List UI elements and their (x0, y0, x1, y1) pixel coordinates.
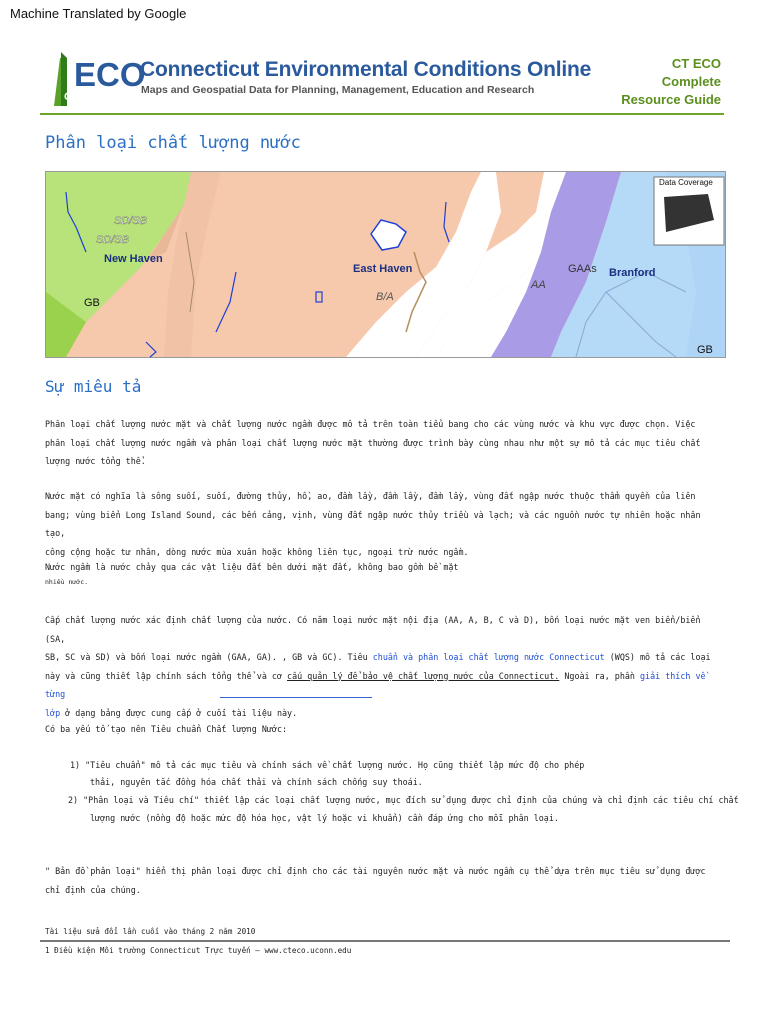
paragraph-3-line-1: Nước ngầm là nước chảy qua các vật liệu đất bên dưới mặt đất, không bao gồm bề mặt (45, 562, 459, 572)
paragraph-6-line-1: " Bản đồ phân loại" hiển thị phân loại được chỉ định cho các tài nguyên nước mặt và nước ngầm cụ thể dựa trên mục tiêu sử dụng được (45, 866, 706, 876)
paragraph-3-line-2: nhiều nước. (45, 577, 89, 586)
map-label-gb-left: GB (84, 297, 100, 309)
machine-translated-note: Machine Translated by Google (10, 6, 187, 21)
logo-eco-text: ECO (74, 56, 146, 93)
map-label-ba: B/A (376, 291, 394, 303)
paragraph-3 (45, 558, 717, 587)
p4-l2-text-b: (WQS) mô tả các loại (604, 652, 711, 662)
class-explanation-link[interactable]: giải thích về từng (45, 670, 706, 699)
section-title: Sự miêu tả (45, 377, 142, 396)
paragraph-1-line-3: lượng nước tổng thể. (45, 456, 146, 466)
p4-l3-underlined: cấu quản lý để bảo vệ chất lượng nước của Connecticut. (287, 670, 560, 681)
map-label-east-haven: East Haven (353, 263, 413, 275)
site-title: Connecticut Environmental Conditions Online (140, 58, 592, 81)
paragraph-4-line-1: Cấp chất lượng nước xác định chất lượng của nước. Có năm loại nước mặt nội địa (AA, A, B, C và D), bốn loại nước mặt ven biển/biển (SA, (45, 615, 701, 644)
site-subtitle: Maps and Geospatial Data for Planning, Management, Education and Research (141, 84, 535, 96)
ct-eco-logo (52, 48, 146, 108)
guide-line-1: CT ECO (671, 56, 721, 71)
map-label-new-haven: New Haven (104, 253, 163, 265)
list-item-2-line-1: 2) "Phân loại và Tiêu chí" thiết lập các loại chất lượng nước, mục đích sử dụng được chỉ định của chúng và chỉ định các tiêu chí chất (68, 795, 739, 805)
paragraph-2-line-2: bang; vùng biển Long Island Sound, các bến cảng, vịnh, vùng đất ngập nước thủy triều và lạch; và các nguồn nước tự nhiên hoặc nhân tạo, (45, 509, 701, 538)
paragraph-2-line-1: Nước mặt có nghĩa là sông suối, suối, đường thủy, hồ, ao, đầm lầy, đầm lầy, đầm lầy, vùng đất ngập nước thuộc thẩm quyền của liên (45, 491, 696, 501)
paragraph-4-line-3 (45, 667, 717, 704)
guide-line-3: Resource Guide (621, 92, 721, 107)
logo-ct-text: CT (64, 91, 79, 103)
map-label-sdsb-1: SD/SB (114, 215, 148, 227)
resource-guide-label (621, 55, 721, 109)
paragraph-2 (45, 487, 717, 561)
paragraph-6-line-2: chỉ định của chúng. (45, 884, 141, 895)
paragraph-4-line-2 (45, 648, 717, 667)
map-label-sdsb-2: SD/SB (96, 234, 130, 246)
p4-l4-text-b: ở dạng bảng được cung cấp ở cuối tài liệu này. (60, 707, 298, 718)
map-graphic (46, 172, 725, 357)
revision-note: Tài liệu sửa đổi lần cuối vào tháng 2 năm 2010 (45, 927, 256, 936)
p4-l2-text-a: SB, SC và SD) và bốn loại nước ngầm (GAA, GA). , GB và GC). Tiêu (45, 652, 373, 662)
p4-l3-text-b: Ngoài ra, phần (559, 670, 640, 681)
paragraph-2-line-3: công cộng hoặc tư nhân, dòng nước mùa xuân hoặc không liên tục, ngoại trừ nước ngầm. (45, 546, 469, 557)
list-item-1-line-2: thải, nguyên tắc đồng hóa chất thải và chính sách chống suy thoái. (90, 777, 423, 787)
section-divider (220, 697, 372, 698)
footer-rule (40, 940, 730, 942)
map-label-gb-right: GB (697, 344, 713, 356)
paragraph-5: Có ba yếu tố tạo nên Tiêu chuẩn Chất lượng Nước: (45, 724, 288, 734)
list-item-1-line-1: 1) "Tiêu chuẩn" mô tả các mục tiêu và chính sách về chất lượng nước. Họ cũng thiết lập mức độ cho phép (70, 760, 585, 770)
guide-line-2: Complete (661, 74, 721, 89)
water-quality-map (45, 171, 726, 358)
footer-line: 1 Điều kiện Môi trường Connecticut Trực tuyến – www.cteco.uconn.edu (45, 946, 352, 955)
header-divider (40, 113, 724, 115)
map-label-branford: Branford (609, 267, 656, 279)
map-label-aa: AA (531, 279, 546, 291)
list-item-2-line-2: lượng nước (nồng độ hoặc mức độ hóa học, vật lý hoặc vi khuẩn) cần đáp ứng cho mỗi phân loại. (90, 813, 559, 823)
paragraph-1-line-2: phân loại chất lượng nước ngầm và phân loại chất lượng nước mặt thường được trình bày cùng nhau như một sự mô tả các mục tiêu chất (45, 437, 701, 448)
page-title: Phân loại chất lượng nước (45, 133, 301, 153)
wqs-link[interactable]: chuẩn và phân loại chất lượng nước Connecticut (372, 652, 605, 662)
paragraph-4 (45, 611, 717, 722)
paragraph-1 (45, 415, 717, 471)
p4-l3-text-a: này và cũng thiết lập chính sách tổng thể và cơ (45, 670, 288, 681)
class-explanation-link-cont[interactable]: lớp (45, 707, 61, 718)
paragraph-6 (45, 862, 717, 899)
map-label-gaas: GAAs (568, 263, 597, 275)
data-coverage-label: Data Coverage (659, 178, 713, 187)
paragraph-1-line-1: Phân loại chất lượng nước mặt và chất lượng nước ngầm được mô tả trên toàn tiểu bang cho các vùng nước và khu vực được chọn. Việc (45, 419, 696, 429)
